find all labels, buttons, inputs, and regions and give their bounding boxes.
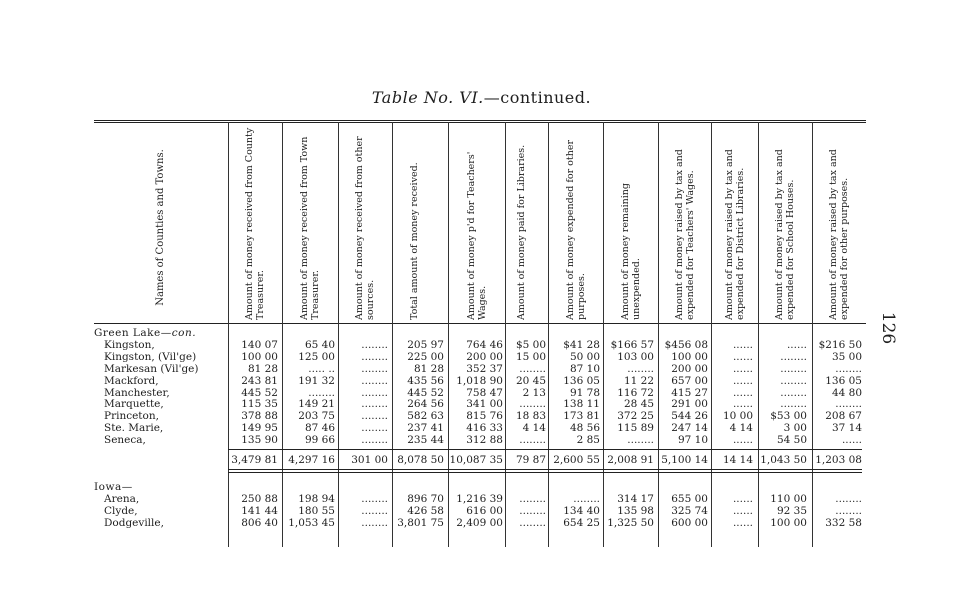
row-name: Manchester,: [104, 386, 170, 399]
column-header-6: [505, 120, 548, 325]
table-cell: ........: [361, 386, 388, 399]
table-cell: ........: [519, 516, 546, 529]
table-cell: 815 76: [466, 410, 503, 423]
table-cell: 2,409 00: [456, 516, 503, 529]
row-name: Dodgeville,: [104, 516, 164, 529]
table-cell: ........: [519, 434, 546, 447]
table-cell: 136 05: [825, 374, 862, 387]
column-header-text: Amount of money raised by tax and expended for District Libraries.: [723, 149, 746, 320]
table-cell: 91 78: [569, 386, 600, 399]
table-title-suffix: —continued.: [483, 88, 592, 107]
totals-cell: 14 14: [722, 454, 753, 466]
table-cell: 1,325 50: [607, 516, 654, 529]
table-cell: ........: [780, 350, 807, 363]
table-cell: 416 33: [466, 422, 503, 435]
table-cell: 225 00: [407, 350, 444, 363]
table-cell: 11 22: [623, 374, 654, 387]
table-cell: 116 72: [617, 386, 654, 399]
table-cell: ........: [519, 504, 546, 517]
table-title: [0, 88, 963, 107]
table-cell: 136 05: [563, 374, 600, 387]
table-cell: 435 56: [407, 374, 444, 387]
table-cell: ......: [732, 492, 753, 505]
table-cell: 415 27: [671, 386, 708, 399]
totals-cell: 8,078 50: [397, 454, 444, 466]
column-divider: [758, 122, 759, 547]
column-header-12: [812, 120, 866, 325]
table-cell: ......: [841, 434, 862, 447]
column-header-5: [448, 120, 505, 325]
table-cell: 4 14: [729, 422, 753, 435]
table-cell: ........: [361, 422, 388, 435]
column-header-11: [758, 120, 812, 325]
table-cell: ........: [361, 492, 388, 505]
column-header-text: Total amount of money received.: [409, 162, 420, 320]
table-cell: $41 28: [563, 338, 600, 351]
table-cell: 341 00: [466, 398, 503, 411]
table-cell: $5 00: [515, 338, 546, 351]
column-header-10: [711, 120, 758, 325]
table-cell: 657 00: [671, 374, 708, 387]
table-cell: 135 90: [241, 434, 278, 447]
table-cell: 1,216 39: [456, 492, 503, 505]
table-cell: 44 80: [831, 386, 862, 399]
totals-cell: 5,100 14: [661, 454, 708, 466]
totals-cell: 10,087 35: [449, 454, 503, 466]
column-divider: [812, 122, 813, 547]
table-cell: 115 89: [617, 422, 654, 435]
table-cell: ......: [732, 504, 753, 517]
table-cell: ........: [361, 434, 388, 447]
column-divider: [603, 122, 604, 547]
table-cell: 758 47: [466, 386, 503, 399]
column-header-text: Amount of money raised by tax and expended for other purposes.: [828, 149, 850, 320]
table-cell: 37 14: [831, 422, 862, 435]
table-cell: ......: [732, 434, 753, 447]
column-header-text: Amount of money raised by tax and expended for School Houses.: [774, 149, 796, 320]
column-header-text: Amount of money paid for Libraries.: [515, 144, 527, 320]
table-cell: 312 88: [466, 434, 503, 447]
table-cell: 100 00: [671, 350, 708, 363]
column-header-1: [228, 120, 282, 325]
table-cell: ......: [732, 516, 753, 529]
table-cell: ......: [732, 398, 753, 411]
table-cell: 81 28: [247, 362, 278, 375]
table-cell: ........: [627, 362, 654, 375]
totals-cell: 79 87: [515, 454, 546, 466]
row-name: Arena,: [104, 492, 140, 505]
column-header-4: [392, 120, 448, 325]
row-name: Seneca,: [104, 434, 146, 447]
table-cell: 764 46: [466, 338, 503, 351]
row-name: Kingston, (Vil'ge): [104, 350, 197, 363]
column-divider: [505, 122, 506, 547]
totals-top-rule: [228, 449, 862, 450]
table-cell: ........: [573, 492, 600, 505]
totals-cell: 4,297 16: [288, 454, 335, 466]
column-header-0: [94, 120, 228, 325]
table-cell: 3 00: [783, 422, 807, 435]
table-cell: 250 88: [241, 492, 278, 505]
table-cell: 35 00: [831, 350, 862, 363]
column-header-3: [338, 120, 392, 325]
table-cell: 203 75: [298, 410, 335, 423]
column-divider: [448, 122, 449, 547]
table-cell: ........: [361, 362, 388, 375]
table-cell: 54 50: [776, 434, 807, 447]
table-cell: 115 35: [241, 398, 278, 411]
table-cell: 180 55: [298, 504, 335, 517]
table-cell: 247 14: [671, 422, 708, 435]
table-cell: 372 25: [617, 410, 654, 423]
table-cell: 378 88: [241, 410, 278, 423]
table-cell: 332 58: [825, 516, 862, 529]
table-cell: 2 85: [576, 434, 600, 447]
table-cell: 149 95: [241, 422, 278, 435]
table-cell: 200 00: [671, 362, 708, 375]
table-cell: 806 40: [241, 516, 278, 529]
table-cell: 325 74: [671, 504, 708, 517]
row-name: Marquette,: [104, 398, 164, 411]
table-cell: 314 17: [617, 492, 654, 505]
row-name: Ste. Marie,: [104, 422, 164, 435]
table-cell: 582 63: [407, 410, 444, 423]
table-cell: 97 10: [677, 434, 708, 447]
table-cell: ........: [361, 338, 388, 351]
column-divider: [228, 122, 229, 547]
table-cell: 100 00: [770, 516, 807, 529]
column-header-2: [282, 120, 338, 325]
table-cell: ........: [780, 398, 807, 411]
column-divider: [282, 122, 283, 547]
table-cell: $456 08: [664, 338, 708, 351]
table-cell: ..... ..: [308, 362, 335, 375]
table-cell: 28 45: [623, 398, 654, 411]
table-cell: $216 50: [818, 338, 862, 351]
table-cell: 426 58: [407, 504, 444, 517]
table-cell: 4 14: [522, 422, 546, 435]
table-cell: 18 83: [515, 410, 546, 423]
table-cell: 15 00: [515, 350, 546, 363]
totals-cell: 301 00: [351, 454, 388, 466]
table-cell: 616 00: [466, 504, 503, 517]
table-cell: ........: [361, 374, 388, 387]
table-cell: 125 00: [298, 350, 335, 363]
column-header-8: [603, 120, 658, 325]
table-cell: ........: [361, 504, 388, 517]
table-cell: ........: [835, 398, 862, 411]
row-name: Kingston,: [104, 338, 155, 351]
table-cell: ........: [835, 362, 862, 375]
group-label-suffix: con.: [171, 327, 197, 339]
table-cell: 2 13: [522, 386, 546, 399]
table-cell: 208 67: [825, 410, 862, 423]
table-cell: 264 56: [407, 398, 444, 411]
table-cell: 198 94: [298, 492, 335, 505]
table-cell: 10 00: [722, 410, 753, 423]
table-cell: 173 81: [563, 410, 600, 423]
column-header-text: Amount of money remaining unexpended.: [619, 182, 642, 320]
table-cell: 352 37: [466, 362, 503, 375]
table-cell: ........: [780, 374, 807, 387]
table-cell: ........: [361, 350, 388, 363]
table-cell: 544 26: [671, 410, 708, 423]
table-cell: ........: [361, 516, 388, 529]
table-cell: 100 00: [241, 350, 278, 363]
table-cell: 1,053 45: [288, 516, 335, 529]
group-label: [94, 481, 133, 493]
totals-bottom-rule-2: [228, 472, 862, 473]
table-cell: 138 11: [563, 398, 600, 411]
column-header-text: Amount of money p'd for Teachers' Wages.: [465, 151, 488, 320]
table-cell: ......: [732, 338, 753, 351]
table-cell: 235 44: [407, 434, 444, 447]
column-header-text: Amount of money received from Town Treasurer.: [299, 136, 321, 320]
totals-cell: 1,203 08: [815, 454, 862, 466]
table-cell: 87 10: [569, 362, 600, 375]
table-cell: 87 46: [304, 422, 335, 435]
table-cell: 445 52: [407, 386, 444, 399]
table-cell: 655 00: [671, 492, 708, 505]
totals-cell: 3,479 81: [231, 454, 278, 466]
table-cell: 134 40: [563, 504, 600, 517]
table-cell: ........: [627, 434, 654, 447]
table-cell: ........: [519, 398, 546, 411]
column-divider: [711, 122, 712, 547]
table-cell: ........: [361, 398, 388, 411]
table-cell: 205 97: [407, 338, 444, 351]
row-name: Clyde,: [104, 504, 138, 517]
column-header-text: Names of Counties and Towns.: [155, 149, 166, 306]
column-header-text: Amount of money received from County Treasurer.: [244, 127, 266, 320]
table-cell: 149 21: [298, 398, 335, 411]
table-cell: ........: [308, 386, 335, 399]
totals-bottom-rule: [228, 469, 862, 470]
group-label-text: Iowa—: [94, 481, 133, 493]
column-header-text: Amount of money received from other sources.: [354, 136, 376, 320]
table-cell: 48 56: [569, 422, 600, 435]
column-header-7: [548, 120, 603, 325]
row-name: Mackford,: [104, 374, 159, 387]
column-header-text: Amount of money expended for other purposes.: [564, 140, 587, 320]
table-cell: 103 00: [617, 350, 654, 363]
totals-cell: 2,600 55: [553, 454, 600, 466]
table-cell: 191 32: [298, 374, 335, 387]
table-cell: 291 00: [671, 398, 708, 411]
table-cell: 140 07: [241, 338, 278, 351]
table-cell: ......: [732, 374, 753, 387]
table-cell: 92 35: [776, 504, 807, 517]
group-label-text: Green Lake—: [94, 327, 172, 339]
table-cell: 3,801 75: [397, 516, 444, 529]
table-cell: 141 44: [241, 504, 278, 517]
table-cell: ........: [519, 362, 546, 375]
table-cell: 135 98: [617, 504, 654, 517]
totals-cell: 1,043 50: [760, 454, 807, 466]
table-cell: 81 28: [413, 362, 444, 375]
table-cell: 110 00: [770, 492, 807, 505]
column-header-text: Amount of money raised by tax and expended for Teachers' Wages.: [673, 149, 696, 320]
page-number: 126: [878, 311, 899, 345]
table-title-main: Table No. VI.: [371, 88, 484, 107]
column-divider: [392, 122, 393, 547]
table-cell: ........: [519, 492, 546, 505]
table-cell: 243 81: [241, 374, 278, 387]
table-cell: 445 52: [241, 386, 278, 399]
column-divider: [548, 122, 549, 547]
table-cell: 65 40: [304, 338, 335, 351]
row-name: Princeton,: [104, 410, 159, 423]
row-name: Markesan (Vil'ge): [104, 362, 199, 375]
column-divider: [658, 122, 659, 547]
column-divider: [338, 122, 339, 547]
table-cell: 600 00: [671, 516, 708, 529]
table-cell: ........: [780, 362, 807, 375]
table-cell: ......: [732, 350, 753, 363]
column-header-9: [658, 120, 711, 325]
table-cell: ......: [732, 386, 753, 399]
table-cell: ........: [361, 410, 388, 423]
table-cell: ......: [786, 338, 807, 351]
table-cell: ......: [732, 362, 753, 375]
table-cell: 50 00: [569, 350, 600, 363]
table-cell: 20 45: [515, 374, 546, 387]
table-cell: $166 57: [610, 338, 654, 351]
table-cell: 99 66: [304, 434, 335, 447]
table-cell: 200 00: [466, 350, 503, 363]
group-label: [94, 327, 196, 339]
table-cell: ........: [780, 386, 807, 399]
table-cell: ........: [835, 492, 862, 505]
table-cell: 1,018 90: [456, 374, 503, 387]
table-cell: ........: [835, 504, 862, 517]
totals-cell: 2,008 91: [607, 454, 654, 466]
table-cell: 237 41: [407, 422, 444, 435]
table-cell: 896 70: [407, 492, 444, 505]
table-cell: 654 25: [563, 516, 600, 529]
table-cell: $53 00: [770, 410, 807, 423]
